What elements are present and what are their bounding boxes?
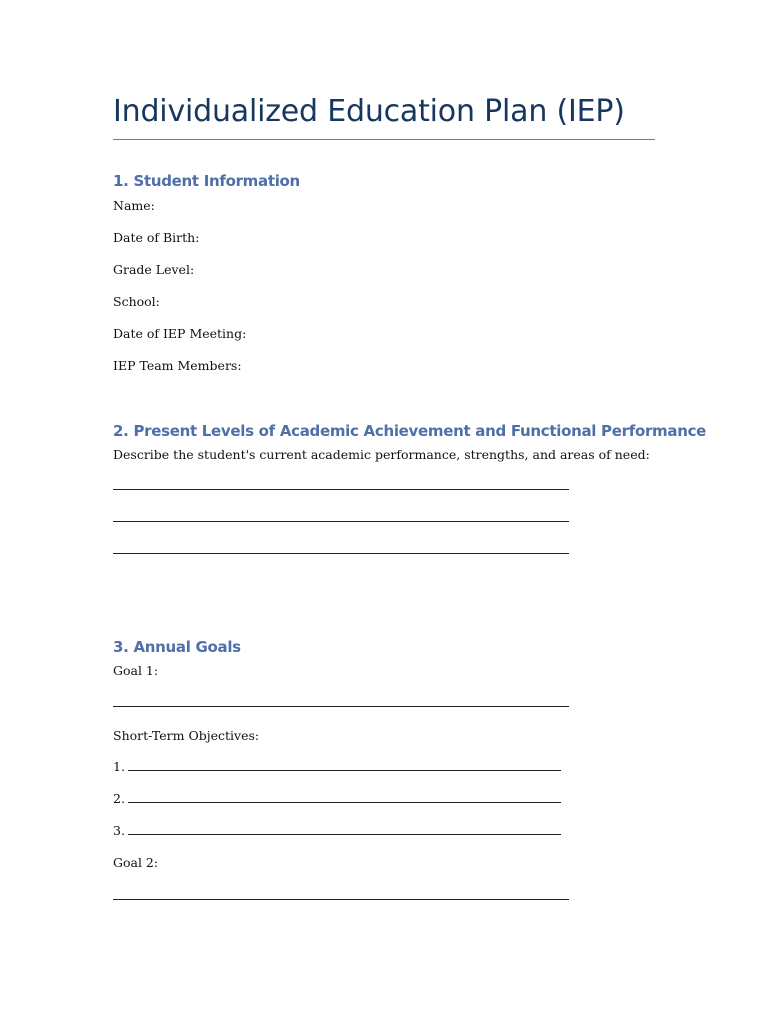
section-heading-annual-goals: 3. Annual Goals [113, 638, 241, 656]
field-label-date-of-birth: Date of Birth: [113, 230, 200, 245]
answer-line [113, 521, 569, 522]
objective-number: 3. [113, 823, 125, 838]
field-label-iep-meeting-date: Date of IEP Meeting: [113, 326, 247, 341]
objective-number: 2. [113, 791, 125, 806]
field-label-school: School: [113, 294, 160, 309]
objective-item [113, 823, 561, 838]
title-divider [113, 139, 655, 140]
objective-item [113, 791, 561, 806]
objective-answer-line [128, 802, 561, 803]
present-levels-prompt: Describe the student's current academic performance, strengths, and areas of need: [113, 447, 650, 462]
field-label-grade-level: Grade Level: [113, 262, 195, 277]
objective-answer-line [128, 834, 561, 835]
goal-1-label: Goal 1: [113, 663, 159, 678]
objective-answer-line [128, 770, 561, 771]
objective-number: 1. [113, 759, 125, 774]
field-label-name: Name: [113, 198, 155, 213]
section-heading-present-levels: 2. Present Levels of Academic Achievement and Functional Performance [113, 422, 707, 440]
objective-item [113, 759, 561, 774]
field-label-iep-team-members: IEP Team Members: [113, 358, 242, 373]
section-heading-student-information: 1. Student Information [113, 172, 300, 190]
goal-2-label: Goal 2: [113, 855, 159, 870]
short-term-objectives-label: Short-Term Objectives: [113, 728, 260, 743]
answer-line [113, 489, 569, 490]
document-title: Individualized Education Plan (IEP) [113, 94, 625, 129]
goal-2-answer-line [113, 899, 569, 900]
goal-1-answer-line [113, 706, 569, 707]
answer-line [113, 553, 569, 554]
